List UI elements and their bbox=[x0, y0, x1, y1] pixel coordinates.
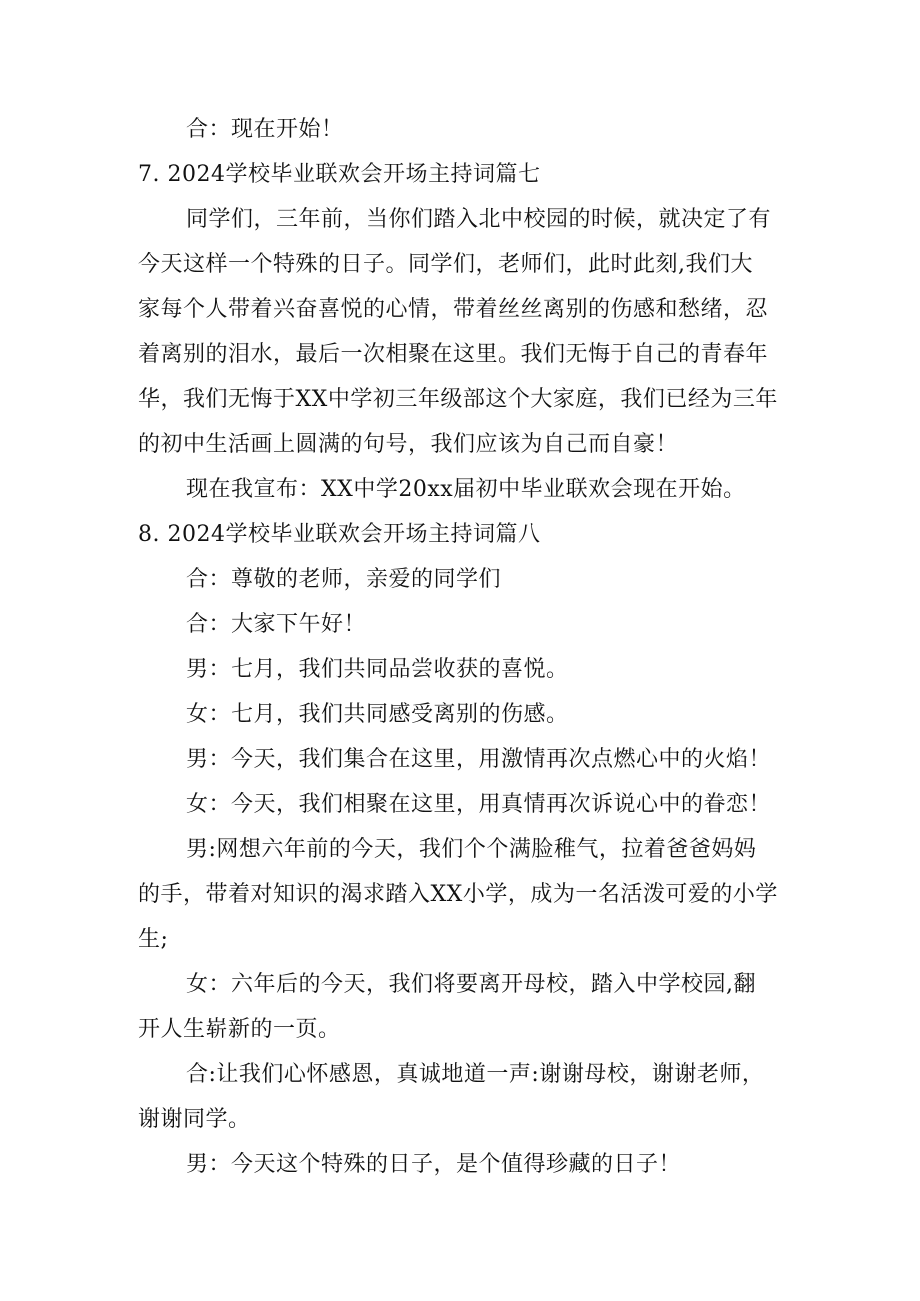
text-line: 的手，带着对知识的渴求踏入XX小学，成为一名活泼可爱的小学 bbox=[138, 882, 778, 907]
text-line: 女：七月，我们共同感受离别的伤感。 bbox=[186, 702, 569, 727]
text-line: 合:让我们心怀感恩，真诚地道一声:谢谢母校，谢谢老师， bbox=[186, 1062, 765, 1087]
section-heading: 8. 2024学校毕业联欢会开场主持词篇八 bbox=[138, 522, 541, 547]
text-line: 合：现在开始！ bbox=[186, 117, 344, 142]
text-line: 生; bbox=[138, 927, 169, 952]
text-line: 的初中生活画上圆满的句号，我们应该为自己而自豪！ bbox=[138, 432, 679, 457]
text-line: 男:网想六年前的今天，我们个个满脸稚气，拉着爸爸妈妈 bbox=[186, 837, 757, 862]
text-line: 女：今天，我们相聚在这里，用真情再次诉说心中的眷恋！ bbox=[186, 792, 772, 817]
text-line: 合：大家下午好！ bbox=[186, 612, 367, 637]
text-line: 家每个人带着兴奋喜悦的心情，带着丝丝离别的伤感和愁绪，忍 bbox=[138, 297, 769, 322]
text-line: 男：今天，我们集合在这里，用激情再次点燃心中的火焰！ bbox=[186, 747, 772, 772]
text-line: 男：今天这个特殊的日子，是个值得珍藏的日子！ bbox=[186, 1152, 682, 1177]
section-heading: 7. 2024学校毕业联欢会开场主持词篇七 bbox=[138, 162, 541, 187]
text-line: 现在我宣布：XX中学20xx届初中毕业联欢会现在开始。 bbox=[186, 477, 746, 502]
text-line: 着离别的泪水，最后一次相聚在这里。我们无悔于自己的青春年 bbox=[138, 342, 769, 367]
text-line: 女：六年后的今天，我们将要离开母校，踏入中学校园,翻 bbox=[186, 972, 756, 997]
text-line: 同学们，三年前，当你们踏入北中校园的时候，就决定了有 bbox=[186, 207, 772, 232]
text-line: 今天这样一个特殊的日子。同学们，老师们，此时此刻,我们大 bbox=[138, 252, 753, 277]
text-line: 男：七月，我们共同品尝收获的喜悦。 bbox=[186, 657, 569, 682]
text-line: 华，我们无悔于XX中学初三年级部这个大家庭，我们已经为三年 bbox=[138, 387, 778, 412]
text-line: 开人生崭新的一页。 bbox=[138, 1017, 341, 1042]
text-line: 谢谢同学。 bbox=[138, 1107, 251, 1132]
text-line: 合：尊敬的老师，亲爱的同学们 bbox=[186, 567, 502, 592]
